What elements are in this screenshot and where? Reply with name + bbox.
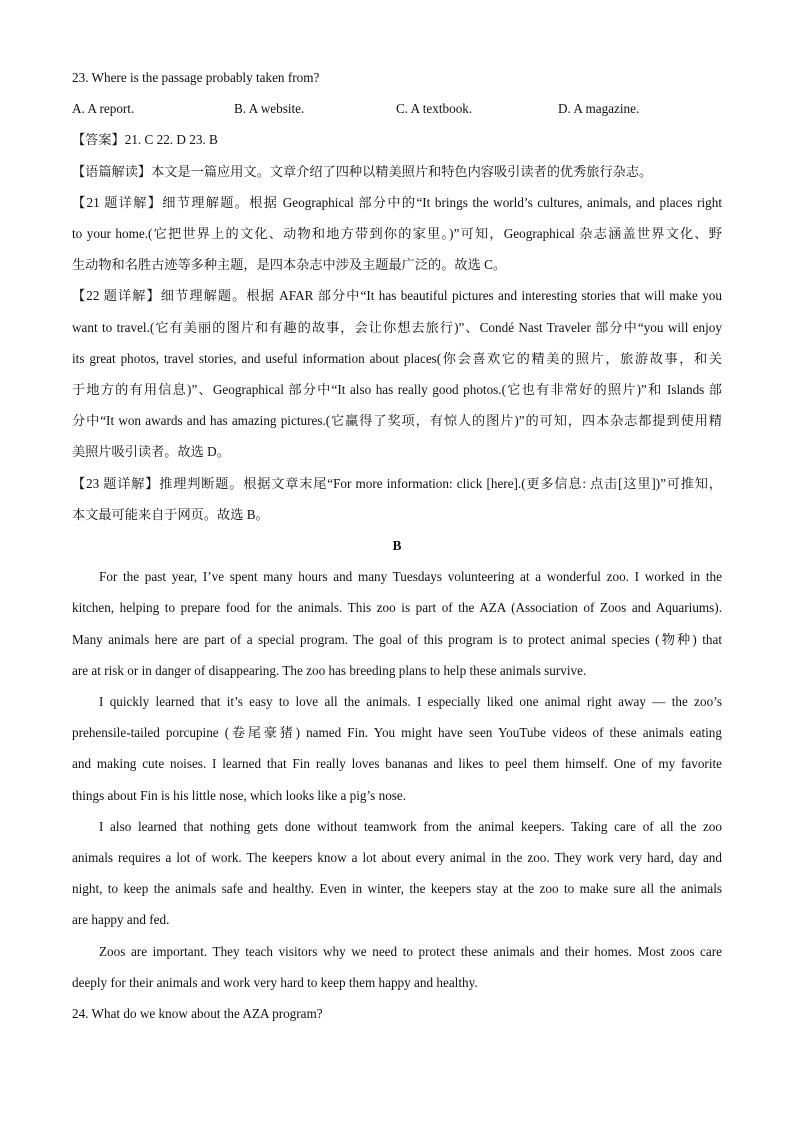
passage-interpretation: 【语篇解读】本文是一篇应用文。文章介绍了四种以精美照片和特色内容吸引读者的优秀旅行杂志。	[72, 163, 653, 179]
answer-key: 【答案】21. C 22. D 23. B	[72, 132, 218, 148]
passage-line: I quickly learned that it’s easy to love all the animals. I especially liked one animal right away — the zoo’s	[99, 694, 722, 710]
passage-line: animals requires a lot of work. The keepers know a lot about every animal in the zoo. They work very hard, day and	[72, 850, 722, 866]
passage-heading: B	[392, 538, 402, 554]
passage-line: For the past year, I’ve spent many hours and many Tuesdays volunteering at a wonderful zoo. I worked in the	[99, 569, 722, 585]
option-a: A. A report.	[72, 101, 135, 117]
q22-explanation-line: 美照片吸引读者。故选 D。	[72, 444, 230, 460]
passage-line: I also learned that nothing gets done without teamwork from the animal keepers. Taking care of all the zoo	[99, 818, 722, 834]
q22-explanation-line: 【22 题详解】细节理解题。根据 AFAR 部分中“It has beautiful pictures and interesting stories that will make you	[72, 288, 722, 304]
passage-line: deeply for their animals and work very hard to keep them happy and healthy.	[72, 974, 478, 990]
passage-line: prehensile-tailed porcupine (卷尾豪猪) named Fin. You might have seen YouTube videos of these animals eating	[72, 725, 722, 741]
passage-line: Many animals here are part of a special program. The goal of this program is to protect animal species (物种) that	[72, 631, 722, 647]
option-c: C. A textbook.	[396, 101, 473, 117]
q22-explanation-line: 于地方的有用信息)”、Geographical 部分中“It also has really good photos.(它也有非常好的照片)”和 Islands 部	[72, 382, 722, 398]
question-24: 24. What do we know about the AZA program?	[72, 1006, 323, 1022]
q21-explanation-line: 【21 题详解】细节理解题。根据 Geographical 部分中的“It brings the world’s cultures, animals, and places right	[72, 194, 722, 210]
passage-line: Zoos are important. They teach visitors why we need to protect these animals and their homes. Most zoos care	[99, 943, 722, 959]
passage-line: are happy and fed.	[72, 912, 170, 928]
question-23-options	[72, 93, 722, 124]
q21-explanation-line: 生动物和名胜古迹等多种主题，是四本杂志中涉及主题最广泛的。故选 C。	[72, 257, 507, 273]
passage-line: and making cute noises. I learned that Fin really loves bananas and likes to peel them himself. One of my favorite	[72, 756, 722, 772]
passage-line: kitchen, helping to prepare food for the animals. This zoo is part of the AZA (Association of Zoos and Aquariums).	[72, 600, 722, 616]
passage-line: night, to keep the animals safe and healthy. Even in winter, the keepers stay at the zoo to make sure all the animals	[72, 881, 722, 897]
passage-line: are at risk or in danger of disappearing. The zoo has breeding plans to help these animals survive.	[72, 662, 587, 678]
document-page	[72, 62, 722, 1029]
q22-explanation-line: want to travel.(它有美丽的图片和有趣的故事，会让你想去旅行)”、Condé Nast Traveler 部分中“you will enjoy	[72, 319, 722, 335]
passage-line: things about Fin is his little nose, which looks like a pig’s nose.	[72, 787, 407, 803]
option-b: B. A website.	[234, 101, 305, 117]
q22-explanation-line: 分中“It won awards and has amazing pictures.(它赢得了奖项，有惊人的图片)”的可知，四本杂志都提到使用精	[72, 413, 722, 429]
q23-explanation-line: 本文最可能来自于网页。故选 B。	[72, 506, 269, 522]
option-d: D. A magazine.	[558, 101, 640, 117]
q21-explanation-line: to your home.(它把世界上的文化、动物和地方带到你的家里。)”可知，Geographical 杂志涵盖世界文化、野	[72, 226, 722, 242]
question-23: 23. Where is the passage probably taken from?	[72, 70, 320, 85]
q22-explanation-line: its great photos, travel stories, and useful information about places(你会喜欢它的精美的照片，旅游故事，和关	[72, 350, 722, 366]
q23-explanation-line: 【23 题详解】推理判断题。根据文章末尾“For more information: click [here].(更多信息: 点击[这里])”可推知，	[72, 475, 722, 491]
